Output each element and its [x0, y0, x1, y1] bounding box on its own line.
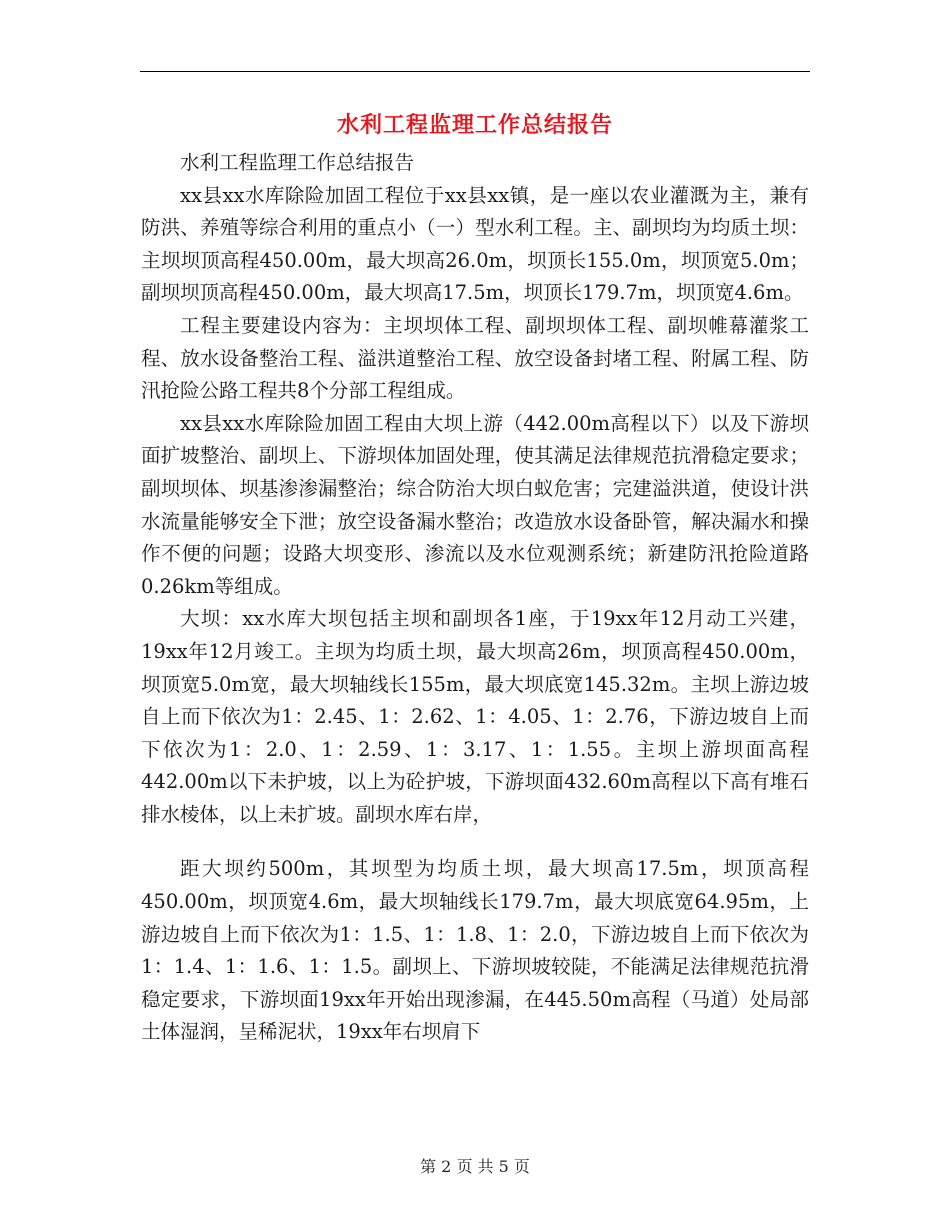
document-title: 水利工程监理工作总结报告	[336, 112, 613, 138]
document-body	[141, 147, 809, 1049]
page-number: 第 2 页 共 5 页	[420, 1157, 530, 1176]
paragraph-overview: xx县xx水库除险加固工程位于xx县xx镇，是一座以农业灌溉为主，兼有防洪、养殖等综合利用的重点小（一）型水利工程。主、副坝均为均质土坝：主坝坝顶高程450.00m，最大坝高26.0m，坝顶长155.0m，坝顶宽5.0m；副坝坝顶高程450.00m，最大坝高17.5m，坝顶长179.7m，坝顶宽4.6m。	[141, 183, 809, 305]
paragraph-construction-content: 工程主要建设内容为：主坝坝体工程、副坝坝体工程、副坝帷幕灌浆工程、放水设备整治工程、溢洪道整治工程、放空设备封堵工程、附属工程、防汛抢险公路工程共8个分部工程组成。	[141, 313, 809, 403]
paragraph-reinforcement-scope: xx县xx水库除险加固工程由大坝上游（442.00m高程以下）以及下游坝面扩坡整治、副坝上、下游坝体加固处理，使其满足法律规范抗滑稳定要求；副坝坝体、坝基渗渗漏整治；综合防治大坝白蚁危害；完建溢洪道，使设计洪水流量能够安全下泄；放空设备漏水整治；改造放水设备卧管，解决漏水和操作不便的问题；设路大坝变形、渗流以及水位观测系统；新建防汛抢险道路0.26km等组成。	[141, 411, 809, 598]
paragraph-subtitle: 水利工程监理工作总结报告	[180, 151, 415, 174]
header-rule	[140, 71, 810, 72]
paragraph-dam-description: 大坝：xx水库大坝包括主坝和副坝各1座，于19xx年12月动工兴建，19xx年12月竣工。主坝为均质土坝，最大坝高26m，坝顶高程450.00m，坝顶宽5.0m宽，最大坝轴线长155m，最大坝底宽145.32m。主坝上游边坡自上而下依次为1：2.45、1：2.62、1：4.05、1：2.76，下游边坡自上而下依次为1：2.0、1：2.59、1：3.17、1：1.55。主坝上游坝面高程442.00m以下未护坡，以上为砼护坡，下游坝面432.60m高程以下高有堆石排水棱体，以上未扩坡。副坝水库右岸，	[141, 607, 809, 826]
paragraph-auxiliary-dam: 距大坝约500m，其坝型为均质土坝，最大坝高17.5m，坝顶高程450.00m，坝顶宽4.6m，最大坝轴线长179.7m，最大坝底宽64.95m，上游边坡自上而下依次为1：1.5、1：1.8、1：2.0，下游边坡自上而下依次为1：1.4、1：1.6、1：1.5。副坝上、下游坝坡较陡，不能满足法律规范抗滑稳定要求，下游坝面19xx年开始出现渗漏，在445.50m高程（马道）处局部土体湿润，呈稀泥状，19xx年右坝肩下	[141, 857, 809, 1044]
